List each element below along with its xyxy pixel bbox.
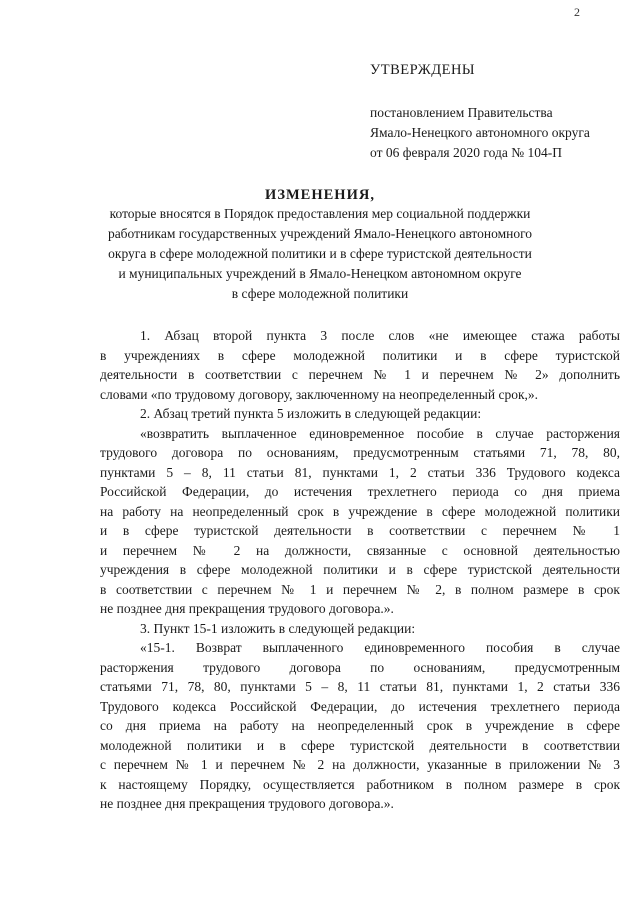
body-line: в соответствии с перечнем № 1 и перечнем № 2, в полном размере в срок xyxy=(100,581,620,597)
document-title: ИЗМЕНЕНИЯ, xyxy=(265,187,375,203)
body-line: к настоящему Порядку, осуществляется работником в полном размере в срок xyxy=(100,776,620,792)
body-line: на работу на неопределенный срок в учреждение в сфере молодежной политики xyxy=(100,503,620,519)
body-line: не позднее дня прекращения трудового договора.». xyxy=(100,601,394,616)
body-line: не позднее дня прекращения трудового договора.». xyxy=(100,796,394,811)
subtitle-line: которые вносятся в Порядок предоставления мер социальной поддержки xyxy=(109,206,531,221)
body-line: 1. Абзац второй пункта 3 после слов «не имеющее стажа работы xyxy=(140,328,620,343)
body-line: статьями 71, 78, 80, пунктами 5 – 8, 11 статьи 81, пунктами 1, 2 статьи 336 xyxy=(100,679,620,694)
approval-line: Ямало-Ненецкого автономного округа xyxy=(370,125,590,140)
body-line: Российской Федерации, до истечения трехлетнего периода со дня приема xyxy=(100,484,620,499)
body-line: учреждения в сфере молодежной политики и в сфере туристской деятельности xyxy=(100,562,620,577)
body-line: трудового договора по основаниям, предусмотренным статьями 71, 78, 80, xyxy=(100,445,620,460)
approval-line: от 06 февраля 2020 года № 104-П xyxy=(370,145,562,160)
body-line: 3. Пункт 15-1 изложить в следующей редакции: xyxy=(140,620,416,636)
body-line: расторжения трудового договора по основаниям, предусмотренным xyxy=(100,659,620,675)
body-line: «15-1. Возврат выплаченного единовременного пособия в случае xyxy=(140,640,620,655)
document-body xyxy=(100,326,620,814)
body-line: и перечнем № 2 на должности, связанные с основной деятельностью xyxy=(100,542,620,558)
body-line: в учреждениях в сфере молодежной политики и в сфере туристской xyxy=(100,347,620,363)
approval-block xyxy=(370,62,630,163)
page-number: 2 xyxy=(574,5,580,19)
subtitle-line: и муниципальных учреждений в Ямало-Ненецком автономном округе xyxy=(118,266,522,281)
body-line: Трудового кодекса Российской Федерации, до истечения трехлетнего периода xyxy=(100,698,620,714)
body-line: со дня приема на работу на неопределенный срок в учреждение в сфере xyxy=(100,718,620,733)
body-line: словами «по трудовому договору, заключенному на неопределенный срок,». xyxy=(100,386,539,402)
body-line: и в сфере туристской деятельности в соответствии с перечнем № 1 xyxy=(100,523,620,538)
body-line: 2. Абзац третий пункта 5 изложить в следующей редакции: xyxy=(140,406,482,421)
approval-title: УТВЕРЖДЕНЫ xyxy=(370,62,476,78)
approval-line: постановлением Правительства xyxy=(370,105,553,120)
body-line: деятельности в соответствии с перечнем № 1 и перечнем № 2» дополнить xyxy=(100,367,620,382)
body-line: молодежной политики и в сфере туристской деятельности в соответствии xyxy=(100,737,620,753)
body-line: пунктами 5 – 8, 11 статьи 81, пунктами 1, 2 статьи 336 Трудового кодекса xyxy=(100,464,620,480)
document-subtitle xyxy=(100,204,540,304)
subtitle-line: в сфере молодежной политики xyxy=(231,286,409,301)
body-line: «возвратить выплаченное единовременное пособие в случае расторжения xyxy=(140,425,620,441)
subtitle-line: работникам государственных учреждений Ямало-Ненецкого автономного xyxy=(107,226,533,241)
body-line: с перечнем № 1 и перечнем № 2 на должности, указанные в приложении № 3 xyxy=(100,757,620,772)
subtitle-line: округа в сфере молодежной политики и в сфере туристской деятельности xyxy=(108,246,532,261)
